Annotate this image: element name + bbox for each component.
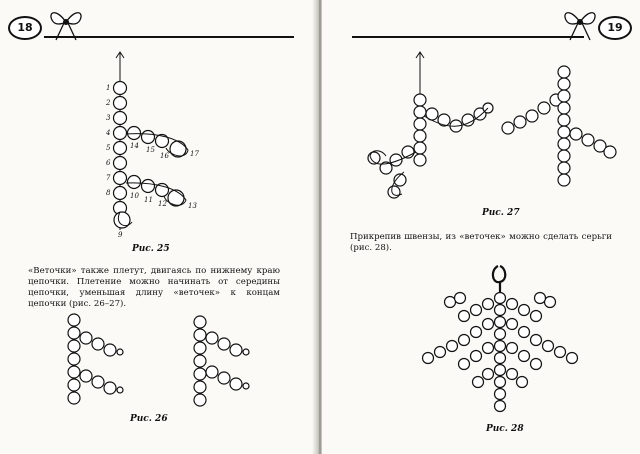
page-number: 18 [8, 16, 42, 40]
bead-label: 2 [106, 99, 111, 107]
bead-label: 4 [106, 129, 111, 137]
bead-label: 3 [106, 114, 111, 122]
figure-25-caption: Рис. 25 [132, 244, 170, 254]
figure-26-caption: Рис. 26 [130, 414, 168, 424]
right-page [322, 0, 640, 454]
page-number: 19 [598, 16, 632, 40]
figure-27 [364, 52, 634, 200]
left-page [0, 0, 318, 454]
bead-label: 16 [160, 152, 169, 160]
figure-27-caption: Рис. 27 [482, 208, 520, 218]
bead-label: 12 [158, 200, 167, 208]
bead-label: 11 [144, 196, 153, 204]
body-paragraph: Прикрепив швензы, из «веточек» можно сделать серьги (рис. 28). [350, 232, 612, 253]
bead-label: 7 [106, 174, 111, 182]
header-rule [352, 36, 584, 38]
bead-label: 15 [146, 146, 155, 154]
bead-label: 17 [190, 150, 199, 158]
figure-28 [420, 262, 590, 412]
figure-28-caption: Рис. 28 [486, 424, 524, 434]
bead-label: 10 [130, 192, 139, 200]
figure-26 [56, 310, 256, 406]
figure-25 [96, 52, 206, 242]
bead-label: 13 [188, 202, 197, 210]
body-paragraph: «Веточки» также плетут, двигаясь по нижнему краю цепочки. Плетение можно начинать от середины цепочки, уменьшая длину «веточек» к концам цепочки (рис. 26–27). [28, 266, 280, 309]
header-rule [44, 36, 294, 38]
bead-label: 8 [106, 189, 111, 197]
bead-label: 9 [118, 231, 123, 239]
bead-label: 6 [106, 159, 111, 167]
bead-label: 1 [106, 84, 111, 92]
bead-label: 5 [106, 144, 111, 152]
bead-label: 14 [130, 142, 139, 150]
